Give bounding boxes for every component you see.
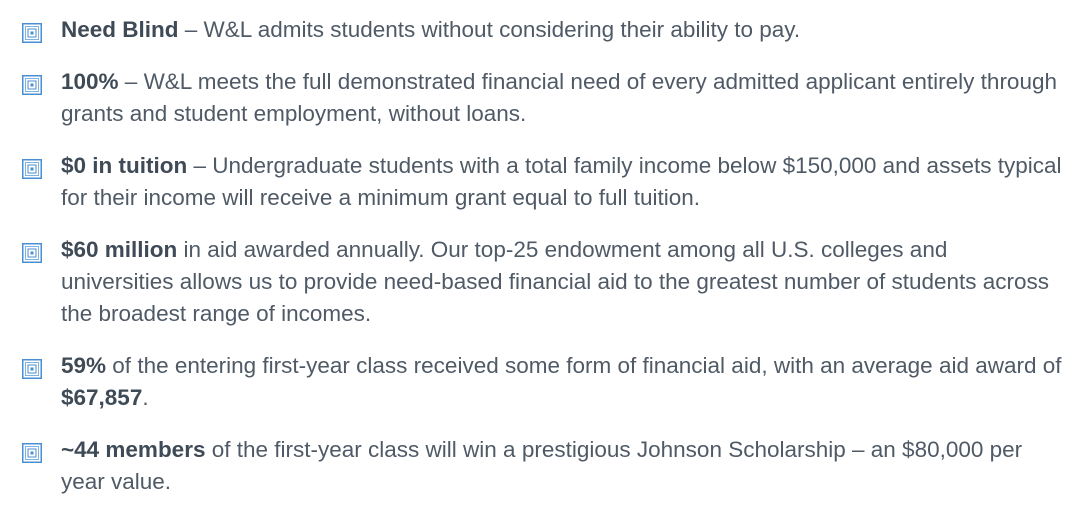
square-pattern-icon — [22, 443, 42, 463]
item-highlight: $0 in tuition — [61, 153, 188, 178]
item-highlight: 59% — [61, 353, 107, 378]
item-text: – Undergraduate students with a total family income below $150,000 and assets typical for their income will receive a minimum grant equal to full tuition. — [61, 153, 1062, 210]
item-highlight: $60 million — [61, 237, 178, 262]
square-pattern-icon — [22, 359, 42, 379]
item-text: in aid awarded annually. Our top-25 endowment among all U.S. colleges and universities allows us to provide need-based financial aid to the greatest number of students across the broadest range of incomes. — [61, 237, 1050, 326]
square-pattern-icon — [22, 159, 42, 179]
list-item-zero-tuition — [0, 150, 1080, 214]
item-text: of the entering first-year class received some form of financial aid, with an average aid award of — [106, 353, 1062, 378]
item-text: – W&L admits students without considering their ability to pay. — [178, 17, 801, 42]
list-item-aid-awarded — [0, 234, 1080, 330]
list-item-full-need — [0, 66, 1080, 130]
item-highlight: Need Blind — [61, 17, 179, 42]
square-pattern-icon — [22, 75, 42, 95]
square-pattern-icon — [22, 243, 42, 263]
item-highlight: ~44 members — [61, 437, 206, 462]
item-highlight: 100% — [61, 69, 119, 94]
list-item-percent-aided — [0, 350, 1080, 414]
item-text-end: . — [142, 385, 149, 410]
square-pattern-icon — [22, 23, 42, 43]
item-text: of the first-year class will win a prestigious Johnson Scholarship – an $80,000 per year value. — [61, 437, 1023, 494]
list-item-johnson-scholarship — [0, 434, 1080, 498]
item-highlight-secondary: $67,857 — [61, 385, 143, 410]
item-text: – W&L meets the full demonstrated financial need of every admitted applicant entirely through grants and student employment, without loans. — [61, 69, 1057, 126]
list-item-need-blind — [0, 14, 1080, 46]
